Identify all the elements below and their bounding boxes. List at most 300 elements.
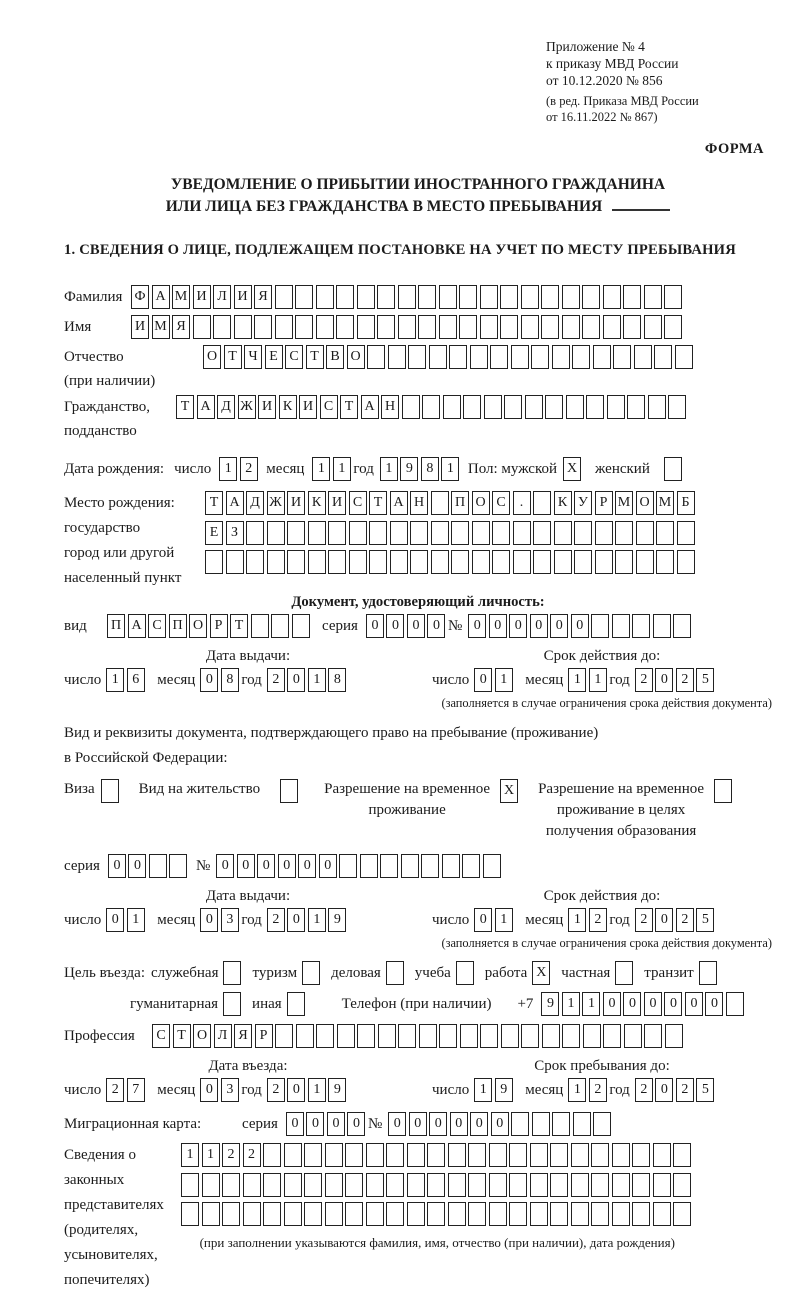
char-cell[interactable] [357, 285, 375, 309]
char-cell[interactable]: 8 [421, 457, 439, 481]
purpose-checkbox[interactable] [615, 961, 633, 985]
char-cell[interactable] [462, 854, 480, 878]
char-cell[interactable]: Б [677, 491, 695, 515]
char-cell[interactable] [542, 1024, 560, 1048]
char-cell[interactable]: 1 [568, 908, 586, 932]
char-cell[interactable] [243, 1173, 261, 1197]
char-cell[interactable] [407, 1143, 425, 1167]
char-cell[interactable] [410, 521, 428, 545]
char-cell[interactable] [653, 1143, 671, 1167]
char-cell[interactable]: 0 [200, 668, 218, 692]
char-cell[interactable] [554, 550, 572, 574]
char-cell[interactable]: О [193, 1024, 211, 1048]
char-cell[interactable]: 0 [287, 1078, 305, 1102]
purpose-checkbox[interactable] [223, 961, 241, 985]
char-cell[interactable]: 6 [127, 668, 145, 692]
char-cell[interactable]: 1 [308, 1078, 326, 1102]
char-cell[interactable] [243, 1202, 261, 1226]
char-cell[interactable] [545, 395, 563, 419]
char-cell[interactable]: 2 [243, 1143, 261, 1167]
char-cell[interactable]: 0 [685, 992, 703, 1016]
char-cell[interactable] [439, 1024, 457, 1048]
char-cell[interactable] [483, 854, 501, 878]
char-cell[interactable] [366, 1202, 384, 1226]
char-cell[interactable] [292, 614, 310, 638]
char-cell[interactable] [325, 1143, 343, 1167]
char-cell[interactable] [632, 1202, 650, 1226]
char-cell[interactable] [726, 992, 744, 1016]
char-cell[interactable]: 2 [267, 668, 285, 692]
char-cell[interactable] [407, 1173, 425, 1197]
char-cell[interactable] [386, 1143, 404, 1167]
char-cell[interactable]: 0 [257, 854, 275, 878]
char-cell[interactable] [489, 1173, 507, 1197]
char-cell[interactable]: 9 [328, 908, 346, 932]
char-cell[interactable]: Д [217, 395, 235, 419]
temp-permit-checkbox[interactable]: X [500, 779, 518, 803]
char-cell[interactable] [521, 285, 539, 309]
char-cell[interactable]: Ч [244, 345, 262, 369]
char-cell[interactable]: Н [381, 395, 399, 419]
char-cell[interactable] [366, 1173, 384, 1197]
purpose-checkbox[interactable] [699, 961, 717, 985]
char-cell[interactable]: 8 [221, 668, 239, 692]
char-cell[interactable] [562, 315, 580, 339]
char-cell[interactable]: 2 [267, 1078, 285, 1102]
char-cell[interactable]: 9 [328, 1078, 346, 1102]
char-cell[interactable] [593, 1112, 611, 1136]
char-cell[interactable]: . [513, 491, 531, 515]
char-cell[interactable]: Ж [238, 395, 256, 419]
char-cell[interactable] [644, 285, 662, 309]
char-cell[interactable]: 0 [644, 992, 662, 1016]
char-cell[interactable] [449, 345, 467, 369]
char-cell[interactable] [648, 395, 666, 419]
char-cell[interactable] [644, 1024, 662, 1048]
purpose-checkbox[interactable]: X [532, 961, 550, 985]
char-cell[interactable]: 1 [308, 668, 326, 692]
char-cell[interactable]: И [299, 395, 317, 419]
char-cell[interactable]: 0 [489, 614, 507, 638]
char-cell[interactable] [673, 1202, 691, 1226]
char-cell[interactable] [345, 1202, 363, 1226]
char-cell[interactable] [484, 395, 502, 419]
char-cell[interactable] [451, 521, 469, 545]
char-cell[interactable]: 3 [221, 1078, 239, 1102]
char-cell[interactable] [492, 550, 510, 574]
char-cell[interactable] [222, 1202, 240, 1226]
char-cell[interactable] [607, 395, 625, 419]
char-cell[interactable] [325, 1173, 343, 1197]
char-cell[interactable]: И [287, 491, 305, 515]
char-cell[interactable]: О [636, 491, 654, 515]
char-cell[interactable]: 2 [676, 668, 694, 692]
char-cell[interactable] [284, 1202, 302, 1226]
char-cell[interactable] [552, 345, 570, 369]
char-cell[interactable]: Т [369, 491, 387, 515]
char-cell[interactable]: 2 [635, 668, 653, 692]
char-cell[interactable] [328, 521, 346, 545]
char-cell[interactable] [480, 1024, 498, 1048]
char-cell[interactable]: И [328, 491, 346, 515]
char-cell[interactable] [398, 315, 416, 339]
char-cell[interactable] [572, 345, 590, 369]
char-cell[interactable] [410, 550, 428, 574]
char-cell[interactable] [349, 521, 367, 545]
char-cell[interactable] [263, 1143, 281, 1167]
char-cell[interactable]: А [197, 395, 215, 419]
char-cell[interactable] [316, 285, 334, 309]
char-cell[interactable] [504, 395, 522, 419]
char-cell[interactable] [398, 285, 416, 309]
char-cell[interactable] [582, 315, 600, 339]
char-cell[interactable]: О [203, 345, 221, 369]
char-cell[interactable] [275, 1024, 293, 1048]
char-cell[interactable]: 0 [623, 992, 641, 1016]
char-cell[interactable]: 0 [347, 1112, 365, 1136]
char-cell[interactable] [500, 315, 518, 339]
char-cell[interactable]: 0 [550, 614, 568, 638]
char-cell[interactable]: А [226, 491, 244, 515]
char-cell[interactable] [533, 491, 551, 515]
char-cell[interactable] [615, 550, 633, 574]
char-cell[interactable] [304, 1202, 322, 1226]
char-cell[interactable] [571, 1202, 589, 1226]
char-cell[interactable] [591, 1173, 609, 1197]
char-cell[interactable] [532, 1112, 550, 1136]
char-cell[interactable] [541, 315, 559, 339]
char-cell[interactable] [345, 1143, 363, 1167]
char-cell[interactable] [337, 1024, 355, 1048]
char-cell[interactable]: 1 [380, 457, 398, 481]
char-cell[interactable]: 2 [267, 908, 285, 932]
char-cell[interactable]: О [189, 614, 207, 638]
char-cell[interactable] [509, 1173, 527, 1197]
char-cell[interactable]: Л [214, 1024, 232, 1048]
char-cell[interactable] [390, 550, 408, 574]
char-cell[interactable] [636, 550, 654, 574]
char-cell[interactable]: 2 [635, 908, 653, 932]
char-cell[interactable]: 0 [388, 1112, 406, 1136]
char-cell[interactable] [632, 1173, 650, 1197]
char-cell[interactable] [463, 395, 481, 419]
char-cell[interactable] [254, 315, 272, 339]
char-cell[interactable]: 0 [108, 854, 126, 878]
char-cell[interactable] [673, 614, 691, 638]
char-cell[interactable]: 0 [509, 614, 527, 638]
char-cell[interactable] [213, 315, 231, 339]
char-cell[interactable] [562, 285, 580, 309]
char-cell[interactable]: Я [254, 285, 272, 309]
char-cell[interactable] [149, 854, 167, 878]
char-cell[interactable] [369, 521, 387, 545]
char-cell[interactable]: 0 [237, 854, 255, 878]
char-cell[interactable]: 0 [664, 992, 682, 1016]
char-cell[interactable]: 0 [427, 614, 445, 638]
char-cell[interactable] [304, 1143, 322, 1167]
char-cell[interactable] [591, 614, 609, 638]
char-cell[interactable]: 2 [676, 1078, 694, 1102]
char-cell[interactable] [468, 1202, 486, 1226]
char-cell[interactable] [193, 315, 211, 339]
char-cell[interactable] [583, 1024, 601, 1048]
char-cell[interactable] [492, 521, 510, 545]
char-cell[interactable] [468, 1143, 486, 1167]
char-cell[interactable] [656, 521, 674, 545]
char-cell[interactable] [574, 521, 592, 545]
char-cell[interactable]: Я [172, 315, 190, 339]
char-cell[interactable]: 0 [491, 1112, 509, 1136]
char-cell[interactable]: 0 [287, 908, 305, 932]
char-cell[interactable]: П [169, 614, 187, 638]
char-cell[interactable]: 0 [319, 854, 337, 878]
char-cell[interactable] [460, 1024, 478, 1048]
char-cell[interactable] [246, 521, 264, 545]
char-cell[interactable] [407, 1202, 425, 1226]
char-cell[interactable] [181, 1173, 199, 1197]
char-cell[interactable] [295, 315, 313, 339]
residence-permit-checkbox[interactable] [280, 779, 298, 803]
char-cell[interactable]: 0 [278, 854, 296, 878]
char-cell[interactable] [574, 550, 592, 574]
char-cell[interactable]: 1 [562, 992, 580, 1016]
char-cell[interactable] [653, 1173, 671, 1197]
char-cell[interactable] [554, 521, 572, 545]
char-cell[interactable] [509, 1143, 527, 1167]
char-cell[interactable] [308, 550, 326, 574]
char-cell[interactable]: 1 [333, 457, 351, 481]
char-cell[interactable] [308, 521, 326, 545]
char-cell[interactable] [287, 521, 305, 545]
char-cell[interactable] [388, 345, 406, 369]
char-cell[interactable]: С [148, 614, 166, 638]
char-cell[interactable]: К [554, 491, 572, 515]
char-cell[interactable] [263, 1173, 281, 1197]
char-cell[interactable]: 0 [429, 1112, 447, 1136]
char-cell[interactable] [531, 345, 549, 369]
char-cell[interactable]: 1 [589, 668, 607, 692]
char-cell[interactable]: Е [205, 521, 223, 545]
char-cell[interactable]: В [326, 345, 344, 369]
char-cell[interactable] [378, 1024, 396, 1048]
char-cell[interactable] [443, 395, 461, 419]
char-cell[interactable] [550, 1173, 568, 1197]
char-cell[interactable] [489, 1202, 507, 1226]
char-cell[interactable]: 0 [200, 1078, 218, 1102]
char-cell[interactable] [591, 1202, 609, 1226]
char-cell[interactable] [489, 1143, 507, 1167]
char-cell[interactable]: Т [340, 395, 358, 419]
char-cell[interactable] [336, 285, 354, 309]
char-cell[interactable]: 0 [705, 992, 723, 1016]
char-cell[interactable]: Л [213, 285, 231, 309]
char-cell[interactable]: 1 [127, 908, 145, 932]
char-cell[interactable]: Т [230, 614, 248, 638]
char-cell[interactable] [624, 1024, 642, 1048]
char-cell[interactable] [439, 315, 457, 339]
char-cell[interactable]: 0 [474, 908, 492, 932]
char-cell[interactable]: 1 [568, 1078, 586, 1102]
char-cell[interactable] [386, 1173, 404, 1197]
char-cell[interactable]: 0 [200, 908, 218, 932]
char-cell[interactable]: О [472, 491, 490, 515]
char-cell[interactable] [316, 315, 334, 339]
char-cell[interactable] [377, 315, 395, 339]
char-cell[interactable] [234, 315, 252, 339]
char-cell[interactable] [304, 1173, 322, 1197]
char-cell[interactable] [612, 1173, 630, 1197]
char-cell[interactable]: 9 [400, 457, 418, 481]
char-cell[interactable] [668, 395, 686, 419]
char-cell[interactable]: 8 [328, 668, 346, 692]
char-cell[interactable] [439, 285, 457, 309]
char-cell[interactable]: Р [595, 491, 613, 515]
char-cell[interactable] [654, 345, 672, 369]
char-cell[interactable] [205, 550, 223, 574]
char-cell[interactable]: М [172, 285, 190, 309]
char-cell[interactable] [595, 550, 613, 574]
char-cell[interactable]: Р [210, 614, 228, 638]
char-cell[interactable] [541, 285, 559, 309]
char-cell[interactable] [271, 614, 289, 638]
char-cell[interactable]: А [152, 285, 170, 309]
char-cell[interactable]: 1 [308, 908, 326, 932]
char-cell[interactable] [513, 550, 531, 574]
char-cell[interactable] [366, 1143, 384, 1167]
char-cell[interactable] [360, 854, 378, 878]
char-cell[interactable]: 1 [106, 668, 124, 692]
char-cell[interactable] [275, 315, 293, 339]
char-cell[interactable]: 0 [468, 614, 486, 638]
char-cell[interactable] [369, 550, 387, 574]
char-cell[interactable] [582, 285, 600, 309]
char-cell[interactable]: 1 [202, 1143, 220, 1167]
char-cell[interactable]: 5 [696, 668, 714, 692]
char-cell[interactable] [222, 1173, 240, 1197]
char-cell[interactable] [431, 521, 449, 545]
char-cell[interactable] [401, 854, 419, 878]
char-cell[interactable] [336, 315, 354, 339]
char-cell[interactable]: 2 [635, 1078, 653, 1102]
char-cell[interactable]: Т [306, 345, 324, 369]
char-cell[interactable]: 1 [495, 908, 513, 932]
char-cell[interactable]: А [390, 491, 408, 515]
char-cell[interactable] [636, 521, 654, 545]
char-cell[interactable]: 9 [495, 1078, 513, 1102]
char-cell[interactable] [550, 1202, 568, 1226]
char-cell[interactable] [275, 285, 293, 309]
char-cell[interactable]: 0 [287, 668, 305, 692]
char-cell[interactable]: И [234, 285, 252, 309]
char-cell[interactable]: 0 [603, 992, 621, 1016]
char-cell[interactable] [533, 521, 551, 545]
char-cell[interactable]: Я [234, 1024, 252, 1048]
char-cell[interactable] [573, 1112, 591, 1136]
char-cell[interactable]: 1 [219, 457, 237, 481]
char-cell[interactable]: З [226, 521, 244, 545]
char-cell[interactable]: К [308, 491, 326, 515]
char-cell[interactable]: Ж [267, 491, 285, 515]
char-cell[interactable]: Т [205, 491, 223, 515]
char-cell[interactable] [398, 1024, 416, 1048]
char-cell[interactable]: 2 [589, 908, 607, 932]
char-cell[interactable] [349, 550, 367, 574]
char-cell[interactable]: 0 [571, 614, 589, 638]
char-cell[interactable] [390, 521, 408, 545]
char-cell[interactable] [431, 491, 449, 515]
char-cell[interactable] [287, 550, 305, 574]
char-cell[interactable] [603, 315, 621, 339]
char-cell[interactable] [468, 1173, 486, 1197]
char-cell[interactable] [429, 345, 447, 369]
char-cell[interactable] [490, 345, 508, 369]
char-cell[interactable]: С [320, 395, 338, 419]
char-cell[interactable] [612, 614, 630, 638]
char-cell[interactable] [664, 315, 682, 339]
char-cell[interactable] [571, 1173, 589, 1197]
char-cell[interactable] [316, 1024, 334, 1048]
char-cell[interactable] [472, 521, 490, 545]
char-cell[interactable]: М [656, 491, 674, 515]
char-cell[interactable]: 2 [222, 1143, 240, 1167]
sex-female-checkbox[interactable] [664, 457, 682, 481]
char-cell[interactable]: 1 [568, 668, 586, 692]
char-cell[interactable]: 1 [474, 1078, 492, 1102]
char-cell[interactable]: 0 [106, 908, 124, 932]
char-cell[interactable]: Т [224, 345, 242, 369]
char-cell[interactable] [612, 1202, 630, 1226]
char-cell[interactable] [677, 550, 695, 574]
char-cell[interactable]: 1 [181, 1143, 199, 1167]
char-cell[interactable]: 0 [474, 668, 492, 692]
char-cell[interactable] [226, 550, 244, 574]
char-cell[interactable] [623, 285, 641, 309]
char-cell[interactable]: 3 [221, 908, 239, 932]
char-cell[interactable]: 2 [676, 908, 694, 932]
char-cell[interactable] [459, 315, 477, 339]
char-cell[interactable] [632, 1143, 650, 1167]
char-cell[interactable] [377, 285, 395, 309]
char-cell[interactable]: 0 [409, 1112, 427, 1136]
char-cell[interactable] [448, 1143, 466, 1167]
char-cell[interactable] [673, 1173, 691, 1197]
char-cell[interactable] [169, 854, 187, 878]
char-cell[interactable]: 7 [127, 1078, 145, 1102]
char-cell[interactable] [328, 550, 346, 574]
char-cell[interactable] [525, 395, 543, 419]
char-cell[interactable]: 2 [240, 457, 258, 481]
char-cell[interactable]: 0 [306, 1112, 324, 1136]
char-cell[interactable] [472, 550, 490, 574]
char-cell[interactable] [586, 395, 604, 419]
char-cell[interactable]: 0 [655, 908, 673, 932]
char-cell[interactable] [591, 1143, 609, 1167]
char-cell[interactable] [480, 285, 498, 309]
char-cell[interactable]: 0 [286, 1112, 304, 1136]
char-cell[interactable] [566, 395, 584, 419]
char-cell[interactable] [202, 1173, 220, 1197]
char-cell[interactable] [427, 1202, 445, 1226]
char-cell[interactable]: 0 [366, 614, 384, 638]
char-cell[interactable] [571, 1143, 589, 1167]
char-cell[interactable] [284, 1173, 302, 1197]
char-cell[interactable] [263, 1202, 281, 1226]
char-cell[interactable]: 0 [655, 1078, 673, 1102]
purpose-checkbox[interactable] [302, 961, 320, 985]
char-cell[interactable]: 0 [216, 854, 234, 878]
char-cell[interactable] [267, 550, 285, 574]
char-cell[interactable] [295, 285, 313, 309]
